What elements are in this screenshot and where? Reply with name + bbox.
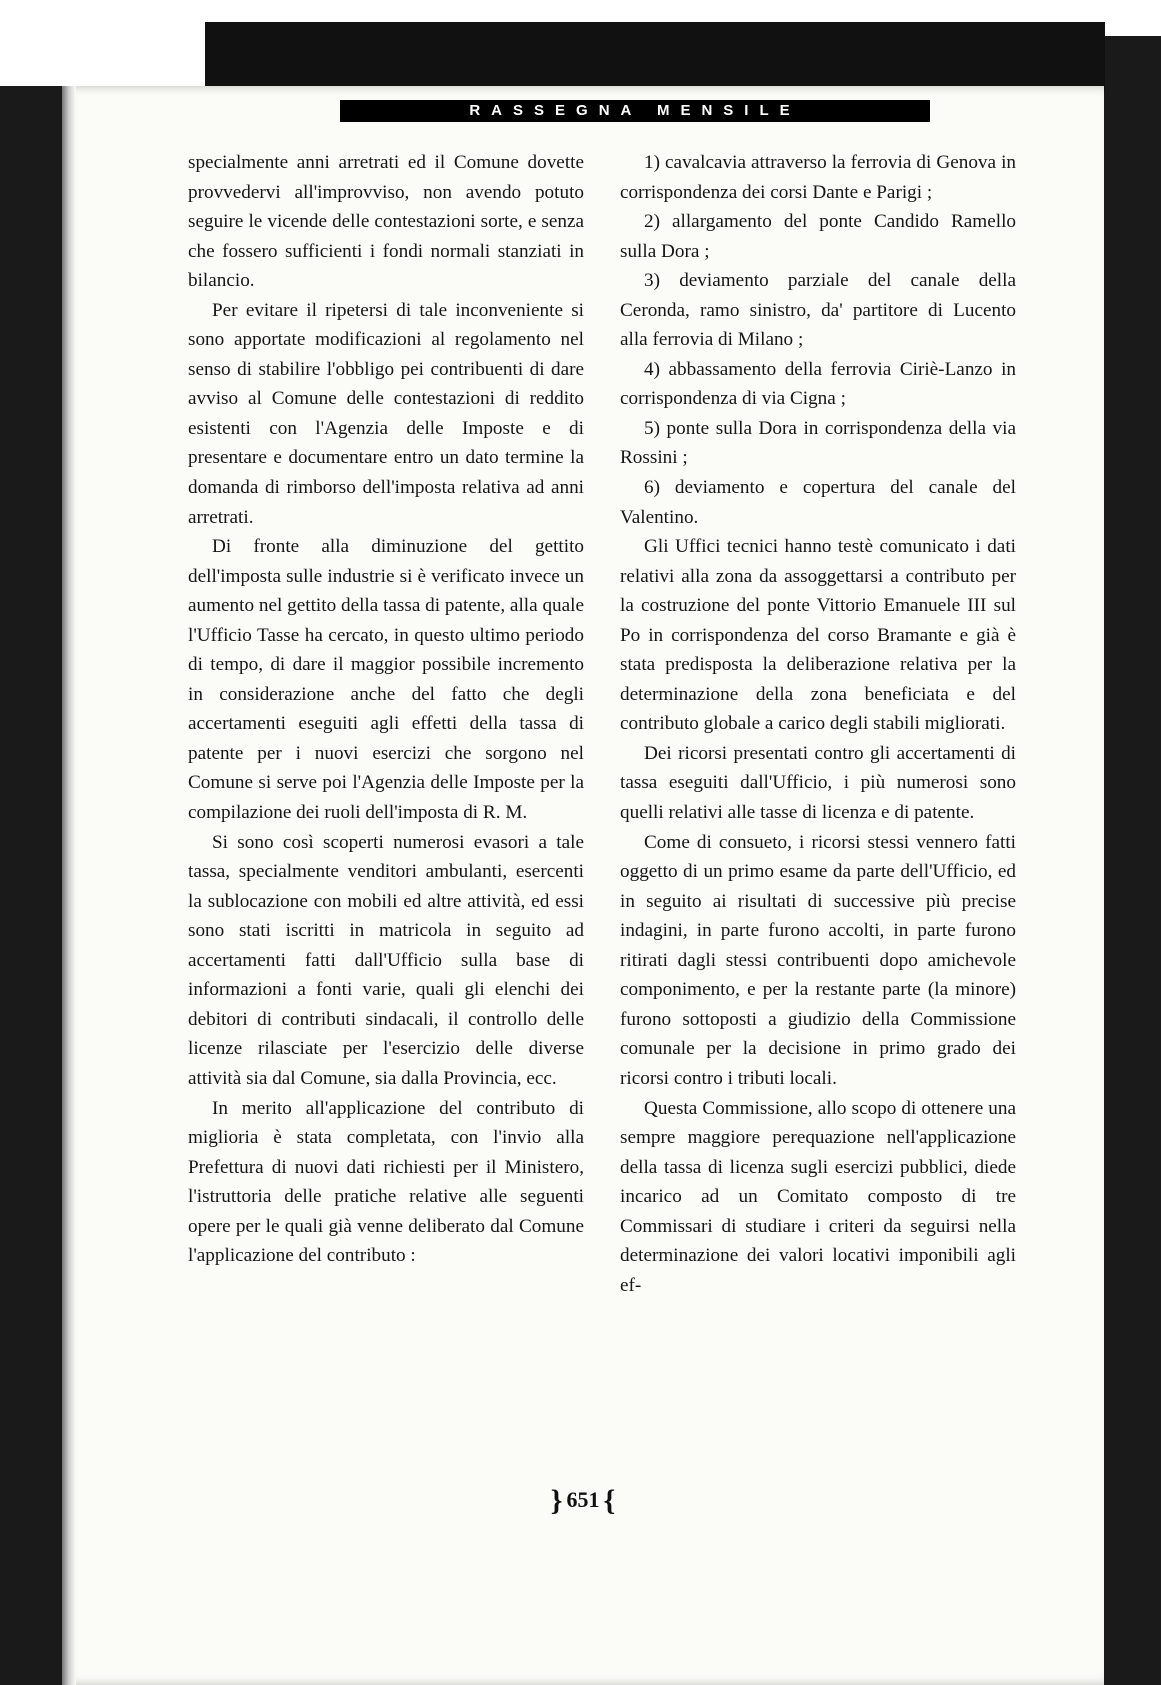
- paragraph: specialmente anni arretrati ed il Comune dovette provvedervi all'improvviso, non avendo potuto seguire le vicende delle contestazioni sorte, e senza che fossero sufficienti i fondi normali stanziati in bilancio.: [188, 152, 584, 292]
- paragraph: Gli Uffici tecnici hanno testè comunicato i dati relativi alla zona da assoggettarsi a contributo per la costruzione del ponte Vittorio Emanuele III sul Po in corrispondenza del corso Bramante e già è stata predisposta la deliberazione relativa per la determinazione della zona beneficiata e del contributo globale a carico degli stabili migliorati.: [620, 536, 1016, 735]
- paragraph: Questa Commissione, allo scopo di ottenere una sempre maggiore perequazione nell'applicazione della tassa di licenza sugli esercizi pubblici, diede incarico ad un Comitato composto di tre Commissari di studiare i criteri da seguirsi nella determinazione dei valori locativi imponibili agli ef-: [620, 1097, 1016, 1296]
- paragraph: Si sono così scoperti numerosi evasori a tale tassa, specialmente venditori ambulanti, esercenti la sublocazione con mobili ed altre attività, ed essi sono stati iscritti in matricola in seguito ad accertamenti fatti dall'Ufficio sulla base di informazioni a fonti varie, quali gli elenchi dei debitori di contributi sindacali, il controllo delle licenze rilasciate per l'esercizio delle diverse attività sia dal Comune, sia dalla Provincia, ecc.: [188, 831, 584, 1089]
- list-item: 3) deviamento parziale del canale della Ceronda, ramo sinistro, da' partitore di Lucento alla ferrovia di Milano ;: [620, 270, 1016, 351]
- list-item: 5) ponte sulla Dora in corrispondenza della via Rossini ;: [620, 417, 1016, 469]
- right-column: [620, 148, 1016, 1300]
- paragraph: Di fronte alla diminuzione del gettito dell'imposta sulle industrie si è verificato invece un aumento nel gettito della tassa di patente, alla quale l'Ufficio Tasse ha cercato, in questo ultimo periodo di tempo, di dare il maggior possibile incremento in considerazione anche del fatto che degli accertamenti eseguiti agli effetti della tassa di patente per i nuovi esercizi che sorgono nel Comune si serve poi l'Agenzia delle Imposte per la compilazione dei ruoli dell'imposta di R. M.: [188, 536, 584, 824]
- page-number: 651: [566, 1487, 600, 1512]
- scan-left-margin: [0, 36, 205, 86]
- paragraph: Come di consueto, i ricorsi stessi vennero fatti oggetto di un primo esame da parte dell'Ufficio, ed in seguito ai risultati di successive più precise indagini, in parte furono accolti, in parte furono ritirati dagli stessi contribuenti dopo amichevole componimento, e per la restante parte (la minore) furono sottoposti a giudizio della Commissione comunale per la decisione in primo grado dei ricorsi contro i tributi locali.: [620, 831, 1016, 1089]
- left-column: [188, 148, 584, 1271]
- page-gutter-shadow: [62, 86, 76, 1685]
- running-header: RASSEGNA MENSILE: [340, 100, 930, 122]
- paragraph: Dei ricorsi presentati contro gli accertamenti di tassa eseguiti dall'Ufficio, i più numerosi sono quelli relativi alle tasse di licenza e di patente.: [620, 742, 1016, 824]
- list-item: 1) cavalcavia attraverso la ferrovia di Genova in corrispondenza dei corsi Dante e Parigi ;: [620, 152, 1016, 203]
- right-brace-ornament: {: [603, 1484, 616, 1517]
- document-page: [62, 86, 1104, 1685]
- paragraph: In merito all'applicazione del contributo di miglioria è stata completata, con l'invio alla Prefettura di nuovi dati richiesti per il Ministero, l'istruttoria delle pratiche relative alle seguenti opere per le quali già venne deliberato dal Comune l'applicazione del contributo :: [188, 1097, 584, 1267]
- left-brace-ornament: }: [550, 1484, 563, 1517]
- list-item: 2) allargamento del ponte Candido Ramello sulla Dora ;: [620, 211, 1016, 262]
- scan-top-band: [205, 22, 1105, 92]
- paragraph: Per evitare il ripetersi di tale inconveniente si sono apportate modificazioni al regolamento nel senso di stabilire l'obbligo pei contribuenti di dare avviso al Comune delle contestazioni di reddito esistenti con l'Agenzia delle Imposte e di presentare e documentare entro un dato termine la domanda di rimborso dell'imposta relativa ad anni arretrati.: [188, 299, 584, 528]
- list-item: 4) abbassamento della ferrovia Ciriè-Lanzo in corrispondenza di via Cigna ;: [620, 358, 1016, 410]
- list-item: 6) deviamento e copertura del canale del Valentino.: [620, 477, 1016, 528]
- page-number-footer: [62, 1484, 1104, 1518]
